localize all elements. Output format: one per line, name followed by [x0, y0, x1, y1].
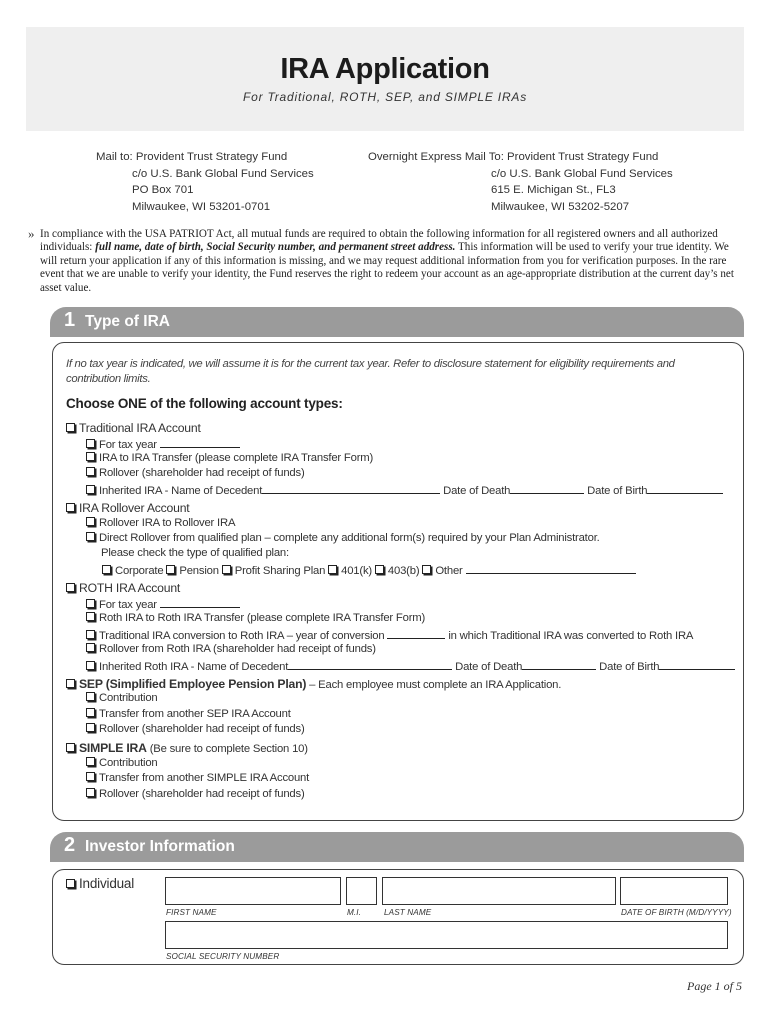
- checkbox[interactable]: [86, 517, 95, 526]
- traditional-transfer-option[interactable]: [86, 452, 373, 464]
- checkbox[interactable]: [66, 583, 75, 592]
- option-note: (Be sure to complete Section 10): [146, 743, 308, 755]
- page-subtitle: For Traditional, ROTH, SEP, and SIMPLE IRAs: [242, 90, 528, 104]
- date-of-birth-label: Date of Birth: [587, 485, 648, 497]
- sep-rollover-option[interactable]: [86, 723, 305, 735]
- other-plan-field[interactable]: [466, 563, 636, 574]
- compliance-text-end: This information will be used to verify your true identity. We will return your application if any of this information is missing, and we may request additional information from you for verification purposes. In the rare event that we are unable to verify your identity, the Fund reserves the right to redeem your account as an age-appropriate distribution at the current day’s net asset value.: [40, 241, 734, 294]
- direct-rollover-option[interactable]: [86, 532, 600, 544]
- mail-line: Milwaukee, WI 53201-0701: [132, 201, 271, 214]
- option-label: Rollover IRA to Rollover IRA: [99, 517, 236, 529]
- option-label: Other: [435, 565, 463, 577]
- mail-line: c/o U.S. Bank Global Fund Services: [491, 167, 673, 180]
- middle-initial-field[interactable]: [346, 877, 377, 905]
- traditional-rollover-option[interactable]: [86, 467, 305, 479]
- ssn-label: SOCIAL SECURITY NUMBER: [166, 952, 280, 961]
- option-label: Rollover (shareholder had receipt of funds): [99, 467, 305, 479]
- decedent-name-field[interactable]: [288, 659, 452, 670]
- checkbox[interactable]: [86, 532, 95, 541]
- checkbox[interactable]: [422, 565, 431, 574]
- checkbox[interactable]: [102, 565, 111, 574]
- compliance-text: In compliance with the USA PATRIOT Act, all mutual funds are required to obtain the following information for all registered owners and all authorized individuals:: [40, 228, 718, 254]
- choose-heading: Choose ONE of the following account types:: [66, 396, 343, 411]
- plan-pension-option[interactable]: [166, 565, 218, 577]
- option-label: Rollover (shareholder had receipt of funds): [99, 723, 305, 735]
- conversion-note: in which Traditional IRA was converted to Roth IRA: [448, 630, 694, 642]
- option-label: IRA Rollover Account: [79, 501, 190, 515]
- section-number: 1: [64, 309, 76, 331]
- checkbox[interactable]: [86, 612, 95, 621]
- page-title: IRA Application: [280, 53, 490, 85]
- option-label: For tax year: [99, 599, 157, 611]
- roth-tax-year-option[interactable]: [86, 597, 240, 611]
- checkbox[interactable]: [66, 679, 75, 688]
- checkbox[interactable]: [86, 439, 95, 448]
- checkbox[interactable]: [86, 788, 95, 797]
- option-label: ROTH IRA Account: [79, 581, 181, 595]
- checkbox[interactable]: [66, 423, 75, 432]
- plan-type-options: [102, 563, 636, 577]
- compliance-notice: [40, 228, 744, 295]
- plan-type-prompt: Please check the type of qualified plan:: [101, 547, 289, 559]
- checkbox[interactable]: [66, 743, 75, 752]
- roth-transfer-option[interactable]: [86, 612, 425, 624]
- sep-transfer-option[interactable]: [86, 708, 291, 720]
- mail-line: Mail to: Provident Trust Strategy Fund: [96, 151, 288, 163]
- option-label: Direct Rollover from qualified plan – complete any additional form(s) required by your Plan Administrator.: [99, 532, 600, 544]
- mi-label: M.I.: [347, 908, 362, 917]
- tax-year-note: If no tax year is indicated, we will assume it is for the current tax year. Refer to disclosure statement for eligibility requirements and contribution limits.: [66, 358, 675, 385]
- first-name-label: FIRST NAME: [166, 908, 217, 917]
- roth-inherited-option[interactable]: [86, 659, 735, 673]
- option-label: Pension: [179, 565, 219, 577]
- plan-other-option[interactable]: [422, 565, 462, 577]
- rollover-account-option[interactable]: [66, 501, 189, 515]
- option-label: SEP (Simplified Employee Pension Plan): [79, 677, 307, 691]
- roth-conversion-option[interactable]: [86, 628, 693, 642]
- option-label: Corporate: [115, 565, 164, 577]
- option-note: – Each employee must complete an IRA Application.: [306, 679, 562, 691]
- option-label: Contribution: [99, 757, 158, 769]
- sep-ira-option[interactable]: [66, 677, 561, 691]
- sep-contribution-option[interactable]: [86, 692, 158, 704]
- tax-year-field[interactable]: [160, 597, 240, 608]
- mail-line: c/o U.S. Bank Global Fund Services: [132, 167, 314, 180]
- last-name-field[interactable]: [382, 877, 616, 905]
- option-label: Transfer from another SIMPLE IRA Account: [99, 772, 310, 784]
- mail-address-overnight: [368, 149, 673, 216]
- option-label: Inherited Roth IRA - Name of Decedent: [99, 661, 289, 673]
- option-label: For tax year: [99, 439, 157, 451]
- checkbox[interactable]: [86, 772, 95, 781]
- rollover-to-rollover-option[interactable]: [86, 517, 235, 529]
- last-name-label: LAST NAME: [384, 908, 432, 917]
- checkbox[interactable]: [86, 661, 95, 670]
- checkbox[interactable]: [86, 643, 95, 652]
- checkbox[interactable]: [86, 757, 95, 766]
- plan-profit-sharing-option[interactable]: [222, 565, 325, 577]
- date-of-death-field[interactable]: [510, 483, 584, 494]
- plan-corporate-option[interactable]: [102, 565, 163, 577]
- decedent-name-field[interactable]: [262, 483, 440, 494]
- option-label: 403(b): [387, 565, 420, 577]
- simple-ira-option[interactable]: [66, 741, 308, 755]
- date-of-birth-field[interactable]: [659, 659, 735, 670]
- option-label: Contribution: [99, 692, 158, 704]
- plan-403b-option[interactable]: [375, 565, 419, 577]
- checkbox[interactable]: [328, 565, 337, 574]
- checkbox[interactable]: [86, 467, 95, 476]
- individual-option[interactable]: [66, 876, 134, 891]
- mail-address-regular: [96, 149, 314, 216]
- mail-line: Overnight Express Mail To: Provident Trust Strategy Fund: [368, 151, 659, 163]
- section-title: Type of IRA: [85, 313, 170, 330]
- checkbox[interactable]: [86, 630, 95, 639]
- date-of-birth-label: Date of Birth: [599, 661, 660, 673]
- checkbox[interactable]: [66, 503, 75, 512]
- checkbox[interactable]: [86, 485, 95, 494]
- traditional-ira-option[interactable]: [66, 421, 201, 435]
- first-name-field[interactable]: [165, 877, 341, 905]
- section-2-header: [50, 832, 744, 862]
- option-label: IRA to IRA Transfer (please complete IRA Transfer Form): [99, 452, 374, 464]
- option-label: Traditional IRA conversion to Roth IRA – year of conversion: [99, 630, 385, 642]
- option-label: Inherited IRA - Name of Decedent: [99, 485, 263, 497]
- simple-transfer-option[interactable]: [86, 772, 309, 784]
- tax-year-field[interactable]: [160, 437, 240, 448]
- conversion-year-field[interactable]: [387, 628, 445, 639]
- mail-line: Milwaukee, WI 53202-5207: [491, 201, 630, 214]
- date-of-death-label: Date of Death: [443, 485, 511, 497]
- checkbox[interactable]: [86, 692, 95, 701]
- chevron-right-icon: »: [28, 226, 35, 241]
- ssn-field[interactable]: [165, 921, 728, 949]
- date-of-birth-field[interactable]: [620, 877, 728, 905]
- section-1-header: [50, 307, 744, 337]
- checkbox[interactable]: [86, 723, 95, 732]
- simple-contribution-option[interactable]: [86, 757, 158, 769]
- section-number: 2: [64, 834, 76, 856]
- option-label: 401(k): [341, 565, 372, 577]
- option-label: SIMPLE IRA: [79, 741, 147, 755]
- plan-401k-option[interactable]: [328, 565, 372, 577]
- checkbox[interactable]: [166, 565, 175, 574]
- option-label: Individual: [79, 876, 135, 891]
- checkbox[interactable]: [66, 879, 75, 888]
- header-band: [26, 27, 744, 131]
- option-label: Traditional IRA Account: [79, 421, 201, 435]
- simple-rollover-option[interactable]: [86, 788, 305, 800]
- mail-line: PO Box 701: [132, 184, 194, 197]
- option-label: Rollover from Roth IRA (shareholder had receipt of funds): [99, 643, 376, 655]
- date-of-birth-field[interactable]: [647, 483, 723, 494]
- section-title: Investor Information: [85, 838, 235, 855]
- traditional-tax-year-option[interactable]: [86, 437, 240, 451]
- checkbox[interactable]: [222, 565, 231, 574]
- option-label: Roth IRA to Roth IRA Transfer (please complete IRA Transfer Form): [99, 612, 426, 624]
- checkbox[interactable]: [375, 565, 384, 574]
- compliance-emphasis: full name, date of birth, Social Security number, and permanent street address.: [95, 241, 456, 254]
- date-of-death-label: Date of Death: [455, 661, 523, 673]
- dob-label: DATE OF BIRTH (M/D/YYYY): [621, 908, 732, 917]
- option-label: Profit Sharing Plan: [234, 565, 326, 577]
- checkbox[interactable]: [86, 452, 95, 461]
- date-of-death-field[interactable]: [522, 659, 596, 670]
- option-label: Rollover (shareholder had receipt of funds): [99, 788, 305, 800]
- roth-ira-option[interactable]: [66, 581, 180, 595]
- option-label: Transfer from another SEP IRA Account: [99, 708, 291, 720]
- page-number: Page 1 of 5: [687, 979, 742, 993]
- mail-line: 615 E. Michigan St., FL3: [491, 184, 616, 197]
- traditional-inherited-option[interactable]: [86, 483, 723, 497]
- checkbox[interactable]: [86, 599, 95, 608]
- roth-rollover-option[interactable]: [86, 643, 376, 655]
- checkbox[interactable]: [86, 708, 95, 717]
